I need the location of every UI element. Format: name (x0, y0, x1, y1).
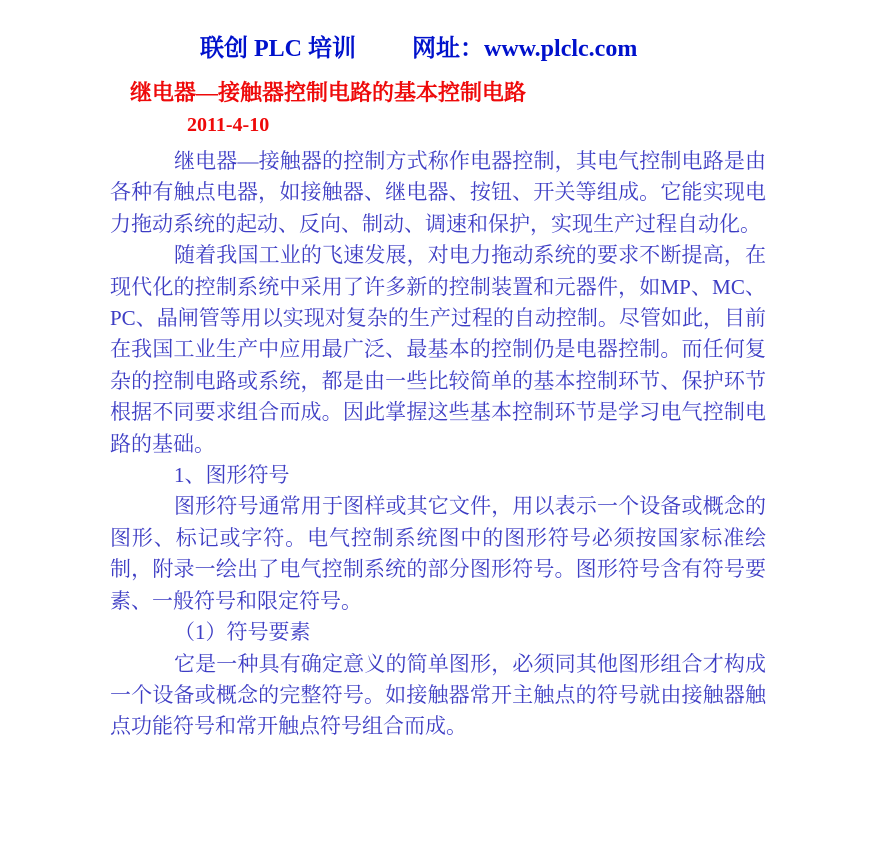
paragraph-intro: 继电器—接触器的控制方式称作电器控制，其电气控制电路是由各种有触点电器，如接触器、继电器、按钮、开关等组成。它能实现电力拖动系统的起动、反向、制动、调速和保护，实现生产过程自动化。 (110, 149, 766, 236)
paragraph-graphic-symbols: 图形符号通常用于图样或其它文件，用以表示一个设备或概念的图形、标记或字符。电气控制系统图中的图形符号必须按国家标准绘制，附录一绘出了电气控制系统的部分图形符号。图形符号含有符号要素、一般符号和限定符号。 (110, 494, 766, 613)
section-heading-symbol-elements: （1）符号要素 (174, 620, 311, 645)
document-title: 继电器—接触器控制电路的基本控制电路 (130, 80, 527, 105)
paragraph-industry-development: 随着我国工业的飞速发展，对电力拖动系统的要求不断提高，在现代化的控制系统中采用了许多新的控制装置和元器件，如MP、MC、PC、晶闸管等用以实现对复杂的生产过程的自动控制。尽管如此，目前在我国工业生产中应用最广泛、最基本的控制仍是电器控制。而任何复杂的控制电路或系统，都是由一些比较简单的基本控制环节、保护环节根据不同要求组合而成。因此掌握这些基本控制环节是学习电气控制电路的基础。 (110, 243, 766, 456)
site-address-label: 网址： (412, 36, 484, 62)
document-date: 2011-4-10 (187, 114, 270, 136)
document-header (200, 34, 870, 64)
paragraph-symbol-elements: 它是一种具有确定意义的简单图形，必须同其他图形组合才构成一个设备或概念的完整符号。如接触器常开主触点的符号就由接触器触点功能符号和常开触点符号组合而成。 (110, 651, 766, 739)
brand-text: 联创 PLC 培训 (200, 36, 356, 62)
site-url: www.plclc.com (484, 36, 638, 62)
section-heading-graphic-symbols: 1、图形符号 (174, 463, 290, 488)
document-body (110, 146, 766, 743)
